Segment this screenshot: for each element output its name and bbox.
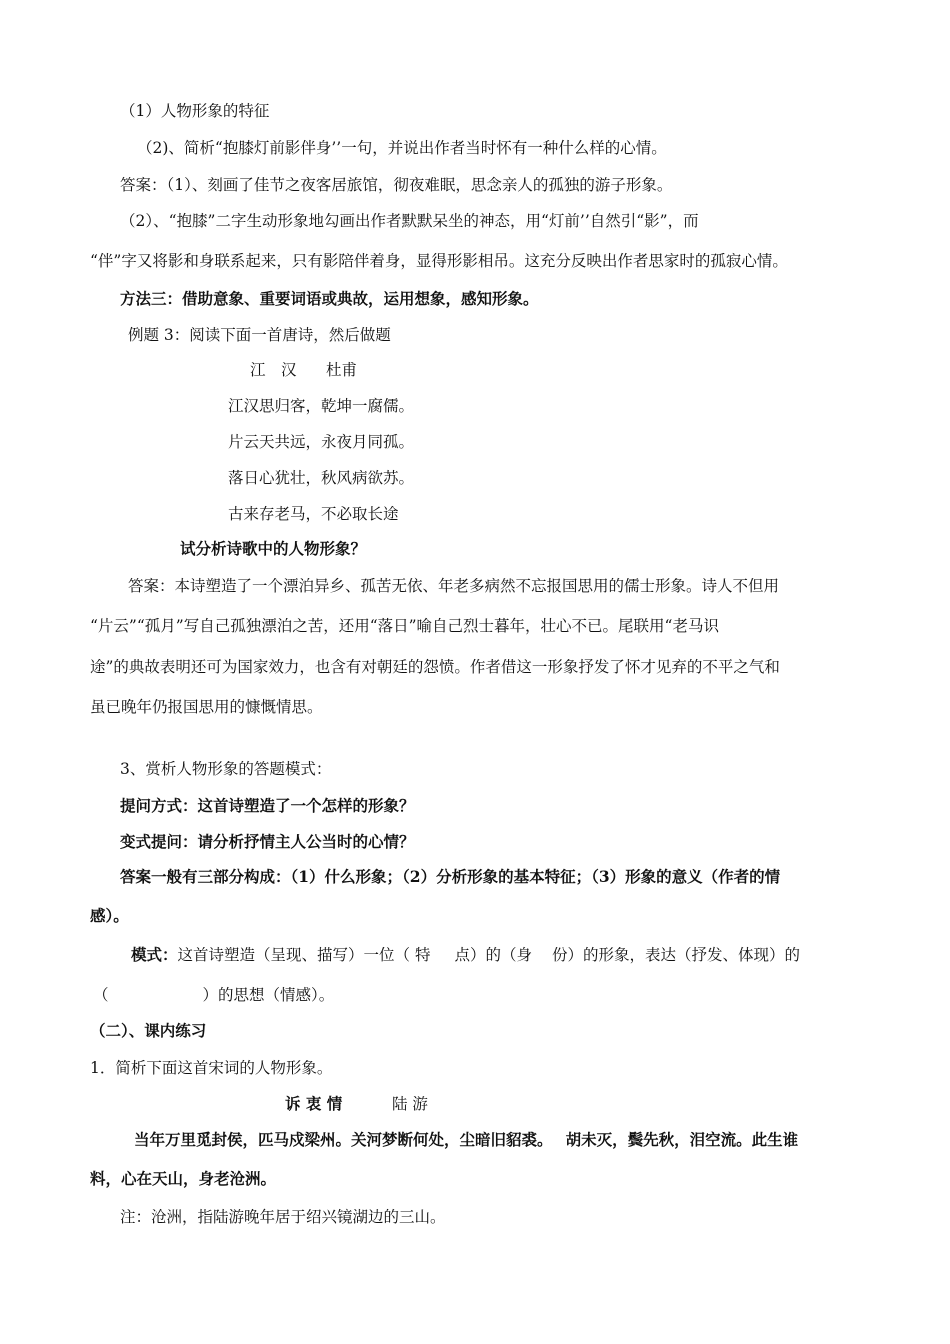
poem-2-author: 陆 游 — [392, 1095, 428, 1113]
mode-text-b: 点）的（身 — [454, 946, 532, 964]
poem-1-line: 江汉思归客，乾坤一腐儒。 — [228, 397, 415, 415]
ask-method: 提问方式：这首诗塑造了一个怎样的形象？ — [120, 796, 415, 815]
practice-heading: （二）、课内练习 — [90, 1021, 207, 1040]
poem-1-line: 落日心犹壮，秋风病欲苏。 — [228, 469, 415, 487]
question-2: （2)、简析“抱膝灯前影伴身’’一句，并说出作者当时怀有一种什么样的心情。 — [137, 139, 667, 157]
analysis-question: 试分析诗歌中的人物形象？ — [180, 539, 367, 558]
answer-2-line-2: “伴”字又将影和身联系起来，只有影陪伴着身，显得形影相吊。这充分反映出作者思家时的孤寂心情。 — [90, 252, 788, 270]
answer-structure-line-2: 感）。 — [90, 906, 129, 925]
answer-3-line: 答案：本诗塑造了一个漂泊异乡、孤苦无依、年老多病然不忘报国思用的儒士形象。诗人不但用 — [128, 577, 780, 595]
question-1: （1）人物形象的特征 — [120, 102, 270, 120]
mode-blank-close: ）的思想（情感）。 — [202, 986, 335, 1004]
note: 注：沧洲，指陆游晚年居于绍兴镜湖边的三山。 — [120, 1208, 446, 1226]
mode-label: 模式： — [131, 945, 178, 964]
answer-structure-line-1: 答案一般有三部分构成：（1）什么形象；（2）分析形象的基本特征；（3）形象的意义（作者的情 — [120, 867, 781, 886]
example-3: 例题 3：阅读下面一首唐诗，然后做题 — [128, 326, 391, 344]
poem-2-line-2: 料，心在天山，身老沧洲。 — [90, 1169, 277, 1188]
answer-2-line-1: （2）、“抱膝”二字生动形象地勾画出作者默默呆坐的神态，用“灯前’’自然引“影”，而 — [120, 212, 699, 230]
poem-2-line-1: 当年万里觅封侯，匹马戍梁州。关河梦断何处，尘暗旧貂裘。 胡未灭，鬓先秋，泪空流。此生谁 — [134, 1130, 799, 1149]
method-3-heading: 方法三：借助意象、重要词语或典故，运用想象，感知形象。 — [120, 289, 539, 308]
poem-2-title: 诉 衷 情 — [285, 1094, 343, 1113]
mode-line-1 — [131, 945, 800, 965]
answer-3-line: 途”的典故表明还可为国家效力，也含有对朝廷的怨愤。作者借这一形象抒发了怀才见弃的不平之气和 — [90, 658, 780, 676]
mode-text-a: 这首诗塑造（呈现、描写）一位（ 特 — [177, 946, 431, 964]
variant-ask: 变式提问：请分析抒情主人公当时的心情？ — [120, 832, 415, 851]
answer-3-line: “片云”“孤月”写自己孤独漂泊之苦，还用“落日”喻自己烈士暮年，壮心不已。尾联用“老马识 — [90, 617, 719, 635]
poem-1-line: 片云天共远，永夜月同孤。 — [228, 433, 415, 451]
section-3-heading: 3、赏析人物形象的答题模式： — [120, 760, 332, 778]
mode-blank-open: （ — [93, 986, 109, 1004]
answer-3-line: 虽已晚年仍报国思用的慷慨情思。 — [90, 698, 323, 716]
poem-1-author: 杜甫 — [326, 361, 358, 379]
mode-line-2 — [93, 985, 334, 1005]
poem-1-line: 古来存老马，不必取长途 — [228, 505, 399, 523]
task-1: 1．简析下面这首宋词的人物形象。 — [90, 1059, 333, 1077]
mode-text-c: 份）的形象，表达（抒发、体现）的 — [551, 946, 800, 964]
answer-1: 答案：（1）、刻画了佳节之夜客居旅馆，彻夜难眠，思念亲人的孤独的游子形象。 — [120, 176, 673, 194]
poem-1-title: 江 汉 — [250, 361, 297, 379]
